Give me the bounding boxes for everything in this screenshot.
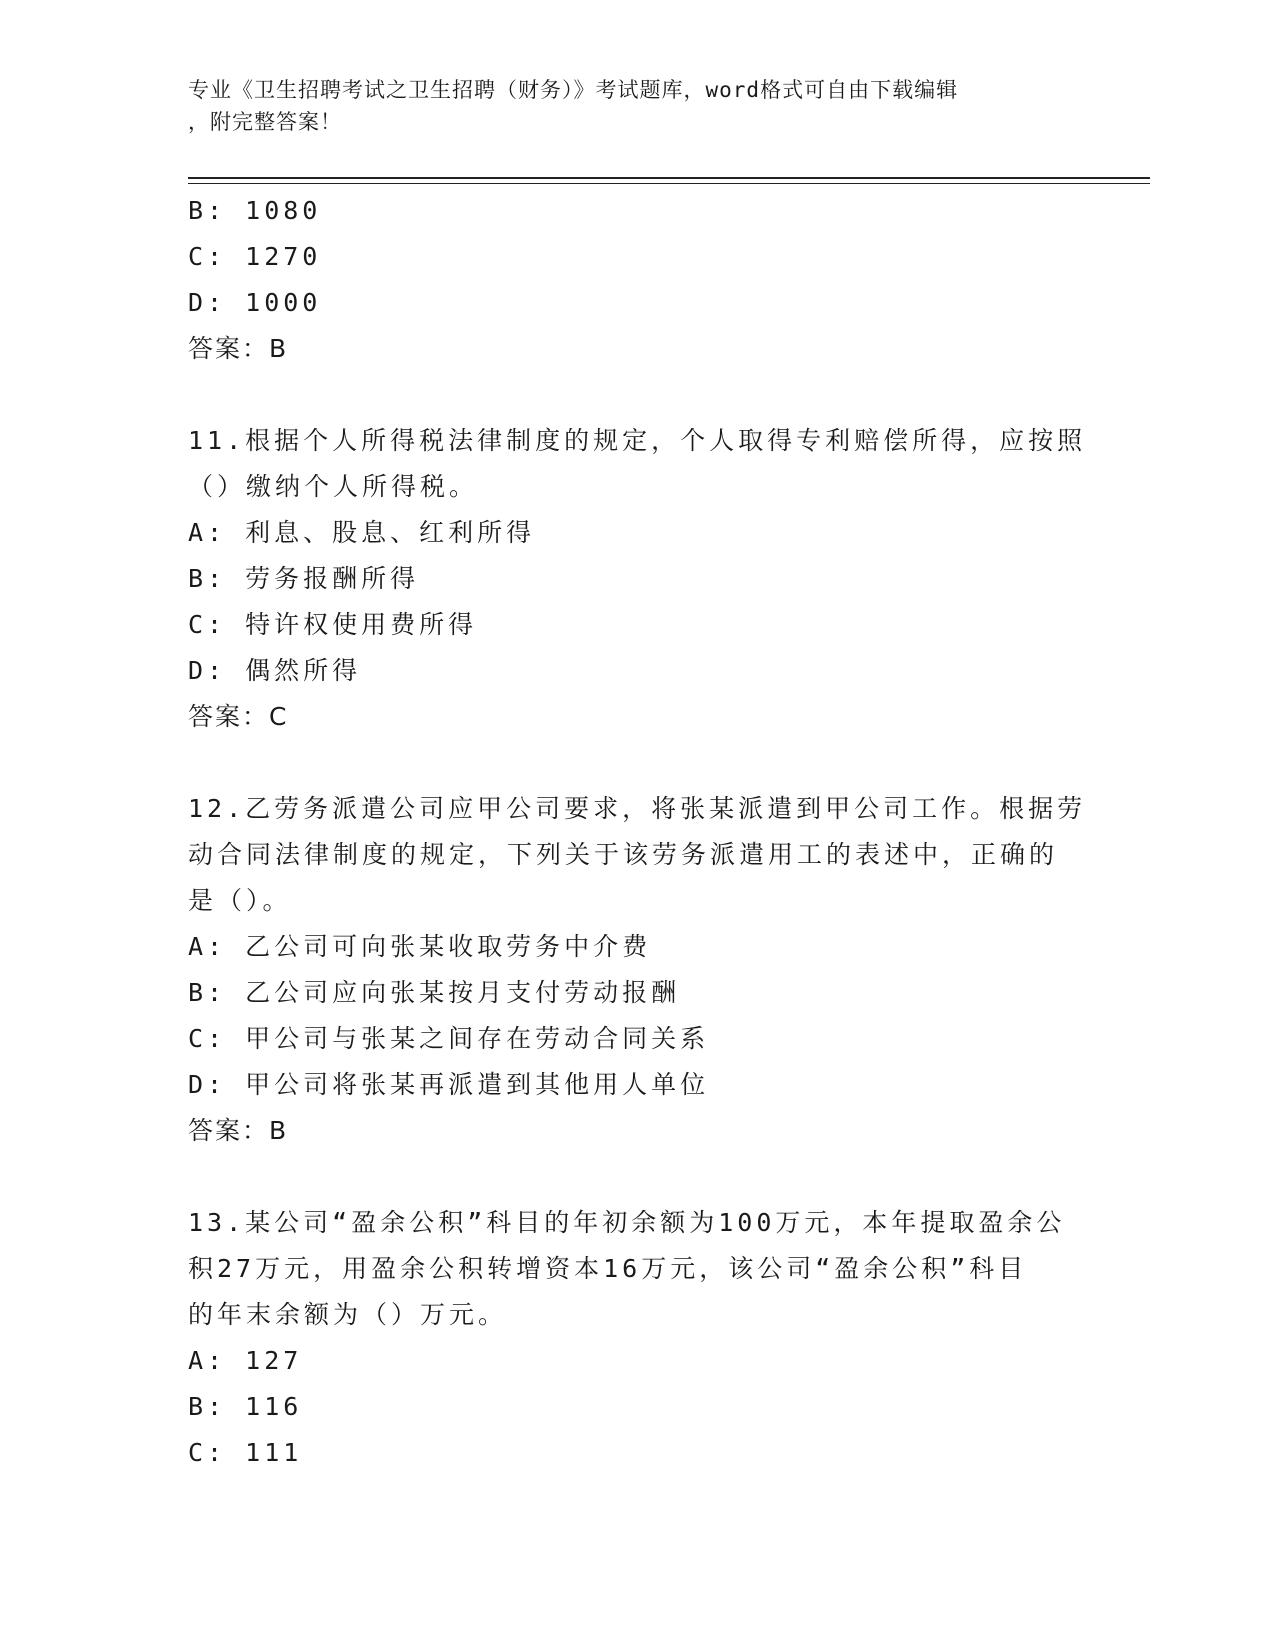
option-d: D: 偶然所得 bbox=[188, 656, 362, 685]
question-stem-line: 11.根据个人所得税法律制度的规定，个人取得专利赔偿所得，应按照 bbox=[188, 426, 1087, 455]
option-a: A: 利息、股息、红利所得 bbox=[188, 518, 536, 547]
option-a: A: 127 bbox=[188, 1346, 303, 1375]
option-d: D: 甲公司将张某再派遣到其他用人单位 bbox=[188, 1070, 710, 1099]
document-header bbox=[188, 74, 1068, 138]
header-divider-thick bbox=[188, 177, 1150, 179]
option-b: B: 1080 bbox=[188, 196, 322, 225]
question-list bbox=[188, 188, 1088, 1476]
question-stem-line: （）缴纳个人所得税。 bbox=[188, 472, 479, 501]
option-a: A: 乙公司可向张某收取劳务中介费 bbox=[188, 932, 652, 961]
spacer bbox=[188, 1154, 1088, 1200]
option-b: B: 116 bbox=[188, 1392, 303, 1421]
option-c: C: 111 bbox=[188, 1438, 303, 1467]
question-block-12 bbox=[188, 786, 1088, 1154]
question-stem-line: 12.乙劳务派遣公司应甲公司要求，将张某派遣到甲公司工作。根据劳 bbox=[188, 794, 1087, 823]
question-stem-line: 积27万元，用盈余公积转增资本16万元，该公司“盈余公积”科目 bbox=[188, 1254, 1028, 1283]
option-c: C: 特许权使用费所得 bbox=[188, 610, 478, 639]
spacer bbox=[188, 372, 1088, 418]
answer-label: 答案：B bbox=[188, 334, 289, 363]
answer-label: 答案：C bbox=[188, 702, 289, 731]
question-stem-line: 的年末余额为（）万元。 bbox=[188, 1300, 508, 1329]
option-c: C: 1270 bbox=[188, 242, 322, 271]
question-block-10 bbox=[188, 188, 1088, 372]
option-b: B: 劳务报酬所得 bbox=[188, 564, 420, 593]
header-line-2: ，附完整答案！ bbox=[188, 110, 342, 134]
option-d: D: 1000 bbox=[188, 288, 322, 317]
question-block-11 bbox=[188, 418, 1088, 740]
question-stem-line: 动合同法律制度的规定，下列关于该劳务派遣用工的表述中，正确的 bbox=[188, 840, 1059, 869]
option-b: B: 乙公司应向张某按月支付劳动报酬 bbox=[188, 978, 681, 1007]
question-stem-line: 是（）。 bbox=[188, 886, 292, 915]
header-divider-thin bbox=[188, 183, 1150, 184]
question-block-13 bbox=[188, 1200, 1088, 1476]
question-stem-line: 13.某公司“盈余公积”科目的年初余额为100万元，本年提取盈余公 bbox=[188, 1208, 1066, 1237]
answer-label: 答案：B bbox=[188, 1116, 289, 1145]
option-c: C: 甲公司与张某之间存在劳动合同关系 bbox=[188, 1024, 710, 1053]
header-line-1: 专业《卫生招聘考试之卫生招聘（财务）》考试题库，word格式可自由下载编辑 bbox=[188, 78, 959, 102]
spacer bbox=[188, 740, 1088, 786]
